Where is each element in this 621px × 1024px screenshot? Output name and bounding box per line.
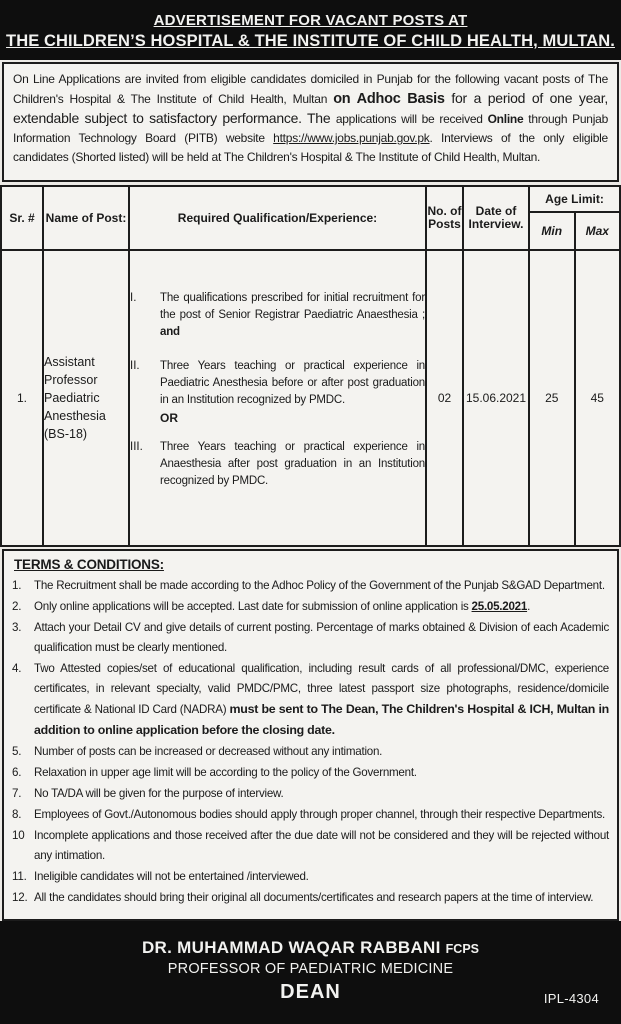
intro-text-part: through Punjab Information Technology Board (PITB) website — [13, 112, 608, 145]
row-interview-date: 15.06.2021 — [463, 250, 529, 546]
term-number: 2. — [12, 600, 22, 613]
intro-text-part: On Line Applications are invited from eligible candidates domiciled in Punjab for the following vacant posts of The Children's Hospital & The Institute of Child Health, Multan — [13, 72, 608, 106]
col-header-age-limit: Age Limit: — [529, 186, 620, 212]
term-number: 4. — [12, 662, 22, 675]
term-text-part: The Recruitment shall be made according to the Adhoc Policy of the Government of the Punjab S&GAD Department. — [34, 579, 605, 592]
qualification-numeral: III. — [130, 440, 143, 453]
qualification-text — [160, 358, 425, 409]
col-header-qualification: Required Qualification/Experience: — [129, 186, 426, 250]
signatory-title: PROFESSOR OF PAEDIATRIC MEDICINE — [167, 961, 454, 977]
term-number: 3. — [12, 621, 22, 634]
table-header-row — [1, 186, 620, 212]
term-text-part: Attach your Detail CV and give details of current posting. Percentage of marks obtained & Division of each Academic qualification must be clearly mentioned. — [34, 621, 609, 654]
term-text — [34, 597, 609, 617]
term-number: 12. — [12, 891, 28, 904]
term-item-8 — [12, 805, 609, 825]
term-text — [34, 784, 609, 804]
intro-text-part: . Interviews of the only eligible candidates (Shorted listed) will be held at The Children's Hospital & The Institute of Child Health, Multan. — [13, 131, 608, 164]
term-text — [34, 826, 609, 866]
intro-bold-online: Online — [487, 112, 524, 126]
term-item-6 — [12, 763, 609, 783]
intro-text-part: for a period of one year, extendable subject to satisfactory performance. The — [13, 90, 608, 126]
term-text — [34, 618, 609, 658]
term-item-5 — [12, 742, 609, 762]
term-number: 1. — [12, 579, 22, 592]
row-age-min: 25 — [529, 250, 575, 546]
term-number: 7. — [12, 787, 22, 800]
qualification-text-part: Three Years teaching or practical experience in Anaesthesia after post graduation in an Institution recognized by PMDC. — [160, 440, 425, 487]
term-text-part: Only online applications will be accepted. Last date for submission of online application is — [34, 600, 472, 613]
application-website-url: https://www.jobs.punjab.gov.pk — [273, 131, 430, 145]
qualification-or-separator: OR — [160, 410, 178, 425]
qualification-item-3 — [130, 439, 425, 490]
signatory-designation: DEAN — [280, 981, 341, 1003]
term-bold-part: must be sent to The Dean, The Children's Hospital & ICH, Multan in addition to online application before the closing date. — [34, 702, 609, 737]
document-body — [0, 60, 621, 921]
term-text — [34, 888, 609, 908]
term-text — [34, 576, 609, 596]
row-post-name — [43, 250, 129, 546]
term-text-part: . — [527, 600, 531, 613]
qualification-item-1 — [130, 290, 425, 341]
terms-heading: TERMS & CONDITIONS: — [14, 557, 164, 572]
term-item-2 — [12, 597, 609, 617]
term-item-4 — [12, 659, 609, 741]
term-number: 5. — [12, 745, 22, 758]
term-text — [34, 867, 609, 887]
col-header-sr: Sr. # — [1, 186, 43, 250]
term-item-10 — [12, 826, 609, 866]
term-text — [34, 805, 609, 825]
post-name-text: Assistant Professor Paediatric Anesthesia (BS-18) — [44, 355, 106, 441]
col-header-age-min: Min — [529, 212, 575, 250]
term-text — [34, 742, 609, 762]
term-text-part: Ineligible candidates will not be entertained /interviewed. — [34, 870, 309, 883]
term-number: 8. — [12, 808, 22, 821]
term-text — [34, 659, 609, 741]
row-serial-number: 1. — [1, 250, 43, 546]
row-no-of-posts: 02 — [426, 250, 463, 546]
term-text-part: All the candidates should bring their original all documents/certificates and research papers at the time of interview. — [34, 891, 594, 904]
table-row — [1, 250, 620, 546]
col-header-name-of-post: Name of Post: — [43, 186, 129, 250]
intro-paragraph — [2, 62, 619, 182]
header-title-line1: ADVERTISEMENT FOR VACANT POSTS AT — [153, 11, 468, 29]
signatory-name: DR. MUHAMMAD WAQAR RABBANI — [141, 938, 441, 957]
signatory-name-line — [142, 938, 479, 958]
term-item-11 — [12, 867, 609, 887]
terms-and-conditions — [2, 549, 619, 921]
vacant-posts-table — [0, 185, 621, 547]
col-header-age-max: Max — [575, 212, 621, 250]
qualification-item-2 — [130, 358, 425, 409]
qualification-text-part: The qualifications prescribed for initial recruitment for the post of Senior Registrar Paediatric Anaesthesia ; — [160, 291, 425, 321]
term-item-3 — [12, 618, 609, 658]
row-age-max: 45 — [575, 250, 621, 546]
col-header-date-of-interview: Date of Interview. — [463, 186, 529, 250]
qualification-text — [160, 290, 425, 341]
term-item-12 — [12, 888, 609, 908]
qualification-text-part: Three Years teaching or practical experience in Paediatric Anesthesia before or after post graduation in an Institution recognized by PMDC. — [160, 359, 425, 406]
term-item-7 — [12, 784, 609, 804]
term-text — [34, 763, 609, 783]
row-qualification — [129, 250, 426, 546]
signatory-degree: FCPS — [445, 942, 479, 956]
term-text-part: Employees of Govt./Autonomous bodies should apply through proper channel, through their respective Departments. — [34, 808, 605, 821]
header-title-line2: THE CHILDREN’S HOSPITAL & THE INSTITUTE OF CHILD HEALTH, MULTAN. — [6, 31, 615, 50]
term-text-part: Relaxation in upper age limit will be according to the policy of the Government. — [34, 766, 417, 779]
ad-reference-code: IPL-4304 — [543, 991, 599, 1006]
term-deadline-date: 25.05.2021 — [471, 600, 528, 613]
col-header-no-of-posts: No. of Posts — [426, 186, 463, 250]
intro-bold-adhoc: on Adhoc Basis — [333, 91, 445, 107]
term-number: 6. — [12, 766, 22, 779]
term-text-part: Number of posts can be increased or decreased without any intimation. — [34, 745, 383, 758]
advertisement-footer — [0, 921, 621, 1024]
term-text-part: Two Attested copies/set of educational qualification, including result cards of all professional/DMC, experience certificates, in relevant specialty, valid PMDC/PMC, three latest passport size photographs, residence/domicile certificate & National ID Card (NADRA) — [34, 662, 609, 716]
term-text-part: Incomplete applications and those received after the due date will not be considered and they will be rejected without any intimation. — [34, 829, 609, 862]
qualification-numeral: II. — [130, 359, 140, 372]
term-number: 10 — [12, 829, 25, 842]
term-item-1 — [12, 576, 609, 596]
qualification-bold-part: and — [160, 325, 180, 338]
intro-text-part: applications will be received — [335, 112, 488, 126]
advertisement-header — [0, 0, 621, 60]
qualification-text — [160, 439, 425, 490]
term-text-part: No TA/DA will be given for the purpose of interview. — [34, 787, 284, 800]
term-number: 11. — [12, 870, 27, 883]
qualification-numeral: I. — [130, 291, 137, 304]
